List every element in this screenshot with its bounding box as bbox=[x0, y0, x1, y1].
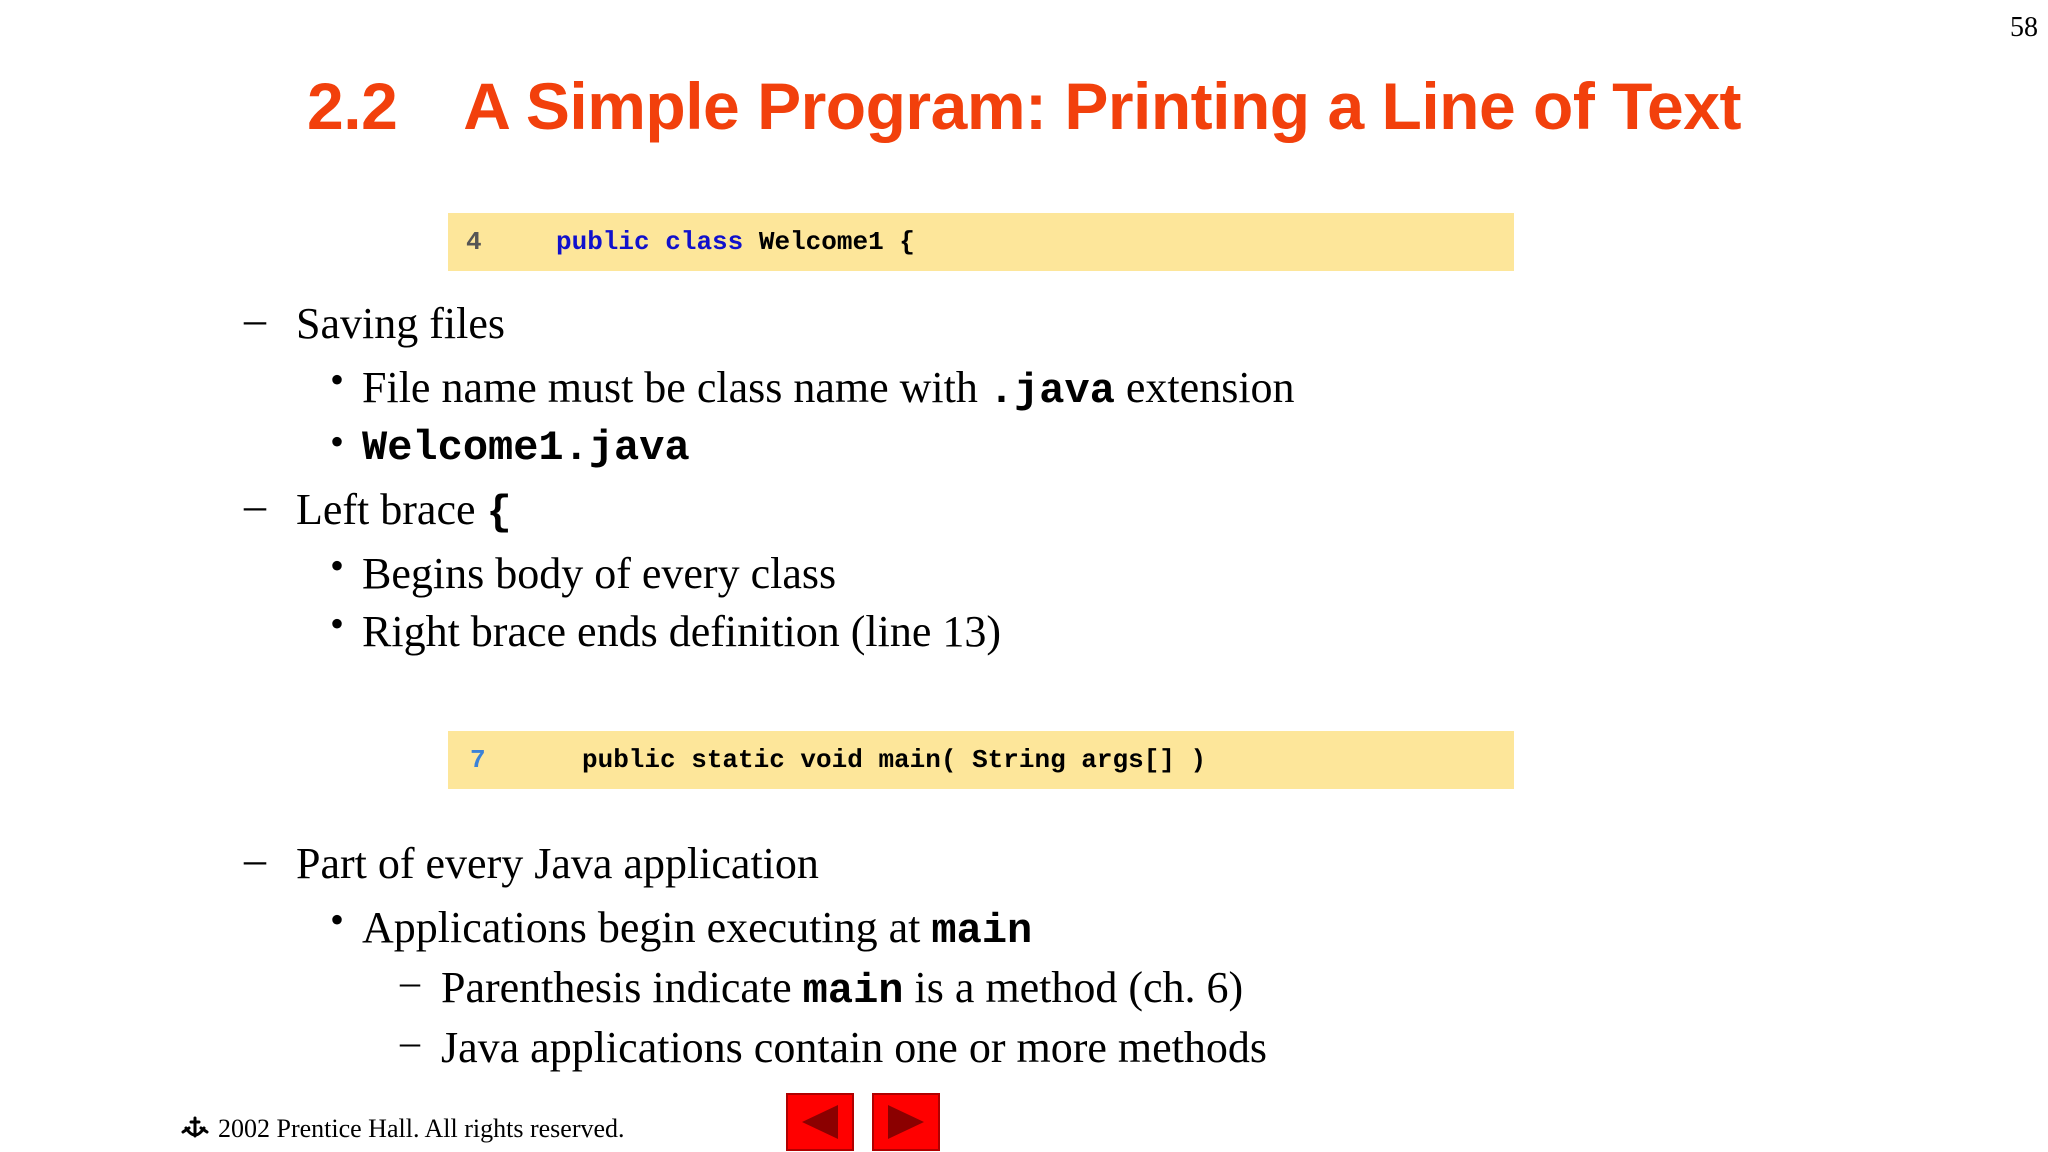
code-text: Welcome1 { bbox=[758, 227, 915, 257]
line-number: 4 bbox=[466, 227, 482, 257]
bullet-text: is a method (ch. 6) bbox=[903, 963, 1244, 1012]
code-inline: .java bbox=[988, 367, 1115, 415]
dash-marker: – bbox=[400, 1019, 420, 1064]
prentice-hall-logo-icon bbox=[180, 1116, 210, 1142]
dash-marker: – bbox=[244, 295, 266, 344]
code-text: public static void main( String args[] ) bbox=[582, 745, 1207, 775]
code-inline: { bbox=[486, 489, 512, 537]
bullet-marker: • bbox=[330, 897, 345, 942]
bullet-text: File name must be class name with bbox=[362, 363, 989, 412]
next-slide-button[interactable] bbox=[872, 1093, 940, 1151]
bullet-marker: • bbox=[330, 419, 345, 464]
copyright-text: 2002 Prentice Hall. All rights reserved. bbox=[218, 1114, 625, 1143]
dash-marker: – bbox=[244, 481, 266, 530]
bullet-text: Parenthesis indicate bbox=[441, 963, 803, 1012]
copyright-footer bbox=[180, 1114, 625, 1144]
code-keyword: public bbox=[556, 227, 650, 257]
code-snippet-line-7 bbox=[448, 731, 1514, 789]
slide-title bbox=[0, 68, 2048, 144]
code-inline: main bbox=[802, 967, 904, 1015]
heading-text: Left brace bbox=[296, 485, 487, 534]
dash-marker: – bbox=[400, 959, 420, 1004]
bullet-marker: • bbox=[330, 543, 345, 588]
bullet-text: extension bbox=[1114, 363, 1295, 412]
code-inline: Welcome1.java bbox=[362, 424, 690, 472]
bullet-marker: • bbox=[330, 357, 345, 402]
right-triangle-icon bbox=[884, 1102, 928, 1142]
bullet-text: Begins body of every class bbox=[362, 549, 837, 598]
heading-text: Part of every Java application bbox=[296, 839, 819, 888]
section-number: 2.2 bbox=[307, 69, 398, 143]
bullet-text: Right brace ends definition (line 13) bbox=[362, 607, 1002, 656]
code-snippet-line-4 bbox=[448, 213, 1514, 271]
bullet-marker: • bbox=[330, 601, 345, 646]
dash-marker: – bbox=[244, 835, 266, 884]
bullet-text: Java applications contain one or more methods bbox=[441, 1023, 1267, 1072]
page-number: 58 bbox=[2010, 12, 2038, 43]
heading-text: Saving files bbox=[296, 299, 505, 348]
code-inline: main bbox=[931, 907, 1033, 955]
previous-slide-button[interactable] bbox=[786, 1093, 854, 1151]
line-number: 7 bbox=[470, 745, 486, 775]
left-triangle-icon bbox=[798, 1102, 842, 1142]
bullet-text: Applications begin executing at bbox=[362, 903, 932, 952]
title-text: A Simple Program: Printing a Line of Text bbox=[463, 69, 1741, 143]
code-keyword: class bbox=[665, 227, 744, 257]
